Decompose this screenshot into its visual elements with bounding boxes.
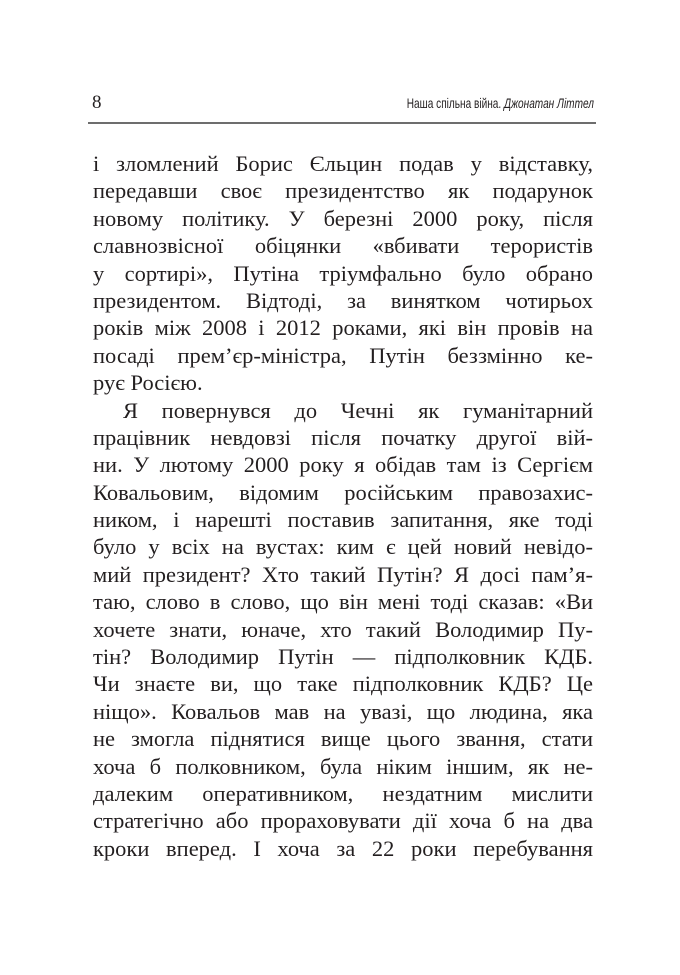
- text-line: славнозвісної обіцянки «вбивати терористів: [93, 233, 593, 259]
- page-number: 8: [92, 92, 102, 113]
- text-line: хоча б полковником, була ніким іншим, як не-: [93, 753, 593, 779]
- text-line: було у всіх на вустах: ким є цей новий невідо-: [93, 534, 593, 560]
- text-line: рує Росією.: [93, 370, 203, 396]
- text-line: таю, слово в слово, що він мені тоді сказав: «Ви: [93, 589, 593, 615]
- text-line: мий президент? Хто такий Путін? Я досі пам’я-: [93, 561, 593, 587]
- text-line: Ковальовим, відомим російським правозахис-: [93, 479, 593, 505]
- text-line: Чи знаєте ви, що таке підполковник КДБ? Це: [93, 671, 593, 697]
- text-line: років між 2008 і 2012 роками, які він провів на: [93, 315, 593, 341]
- author-name: Джонатан Літтел: [504, 95, 594, 111]
- text-line: у сортирі», Путіна тріумфально було обрано: [93, 260, 593, 286]
- text-line: ніщо». Ковальов мав на увазі, що людина, яка: [93, 698, 593, 724]
- text-line: ником, і нарешті поставив запитання, яке тоді: [93, 507, 593, 533]
- running-header: [90, 92, 596, 116]
- text-line: кроки вперед. І хоча за 22 роки перебування: [93, 835, 593, 861]
- header-rule: [88, 122, 596, 124]
- body-text: [93, 150, 593, 862]
- text-line: працівник невдовзі після початку другої вій-: [93, 424, 593, 450]
- text-line: стратегічно або прораховувати дії хоча б на два: [93, 808, 593, 834]
- text-line: посаді прем’єр-міністра, Путін беззмінно ке-: [93, 342, 593, 368]
- text-line: і зломлений Борис Єльцин подав у відставку,: [93, 151, 593, 176]
- text-line: президентом. Відтоді, за винятком чотирьох: [93, 287, 593, 313]
- book-title: Наша спільна війна.: [406, 95, 502, 111]
- text-line: новому політику. У березні 2000 року, після: [93, 205, 593, 231]
- text-line: не змогла піднятися вище цього звання, стати: [93, 726, 593, 752]
- text-line: ни. У лютому 2000 року я обідав там із Сергієм: [93, 452, 593, 478]
- text-line: передавши своє президентство як подарунок: [93, 178, 593, 204]
- text-line: хочете знати, юначе, хто такий Володимир Пу-: [93, 616, 593, 642]
- text-line: далеким оперативником, нездатним мислити: [93, 780, 593, 806]
- running-title: [407, 95, 594, 111]
- text-line: Я повернувся до Чечні як гуманітарний: [123, 397, 593, 423]
- text-line: тін? Володимир Путін — підполковник КДБ.: [93, 644, 593, 670]
